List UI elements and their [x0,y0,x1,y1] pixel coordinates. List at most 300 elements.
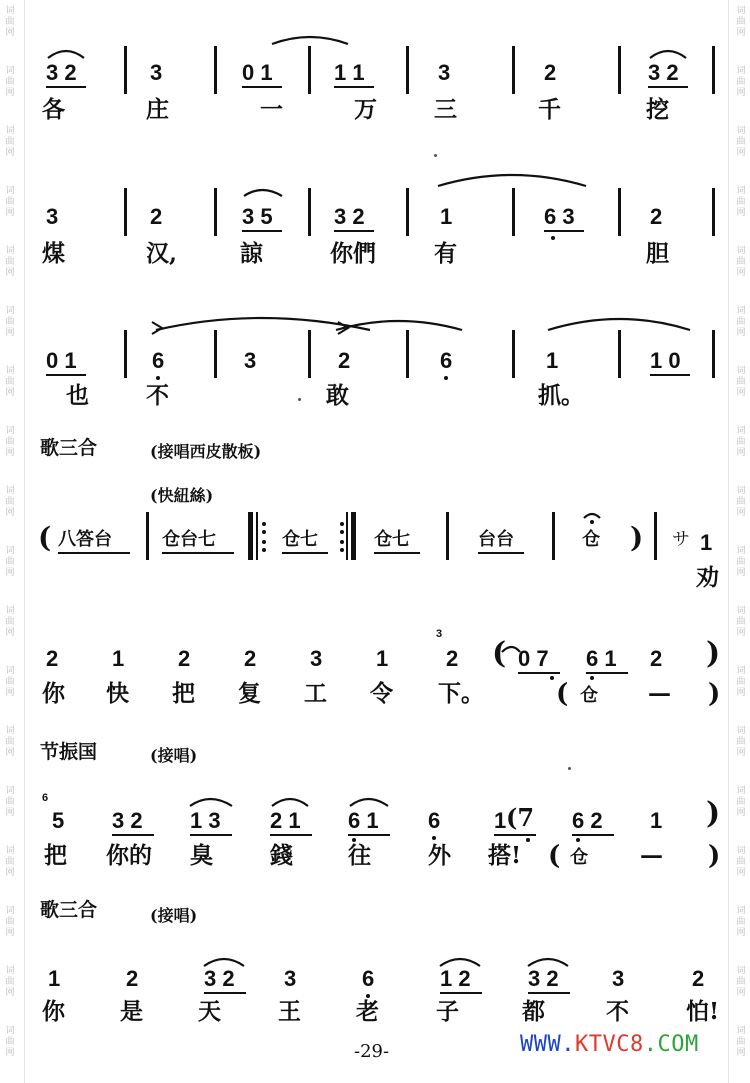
watermark-char: 曲 [5,617,15,627]
lyric: 子 [436,998,459,1025]
watermark-char: 曲 [736,197,746,207]
scan-speck [568,767,571,770]
watermark-char: 网 [5,808,15,818]
note: 6 1 [586,646,617,671]
lyric: 汉, [146,240,178,267]
watermark-char: 网 [736,508,746,518]
lyric: 老 [356,998,379,1025]
watermark-char: 词 [5,366,15,376]
scan-speck [298,398,301,401]
percussion-syllable: 仓台七 [162,529,216,550]
underline [650,374,690,376]
barline [308,188,311,236]
fermata-arc [584,514,600,518]
watermark-char: 词 [736,966,746,976]
underline [270,834,312,836]
site-watermark [520,1033,699,1057]
watermark-char: 词 [736,1026,746,1036]
note: 3 2 [204,966,235,991]
site-watermark-part: KTVC8 [574,1032,644,1057]
percussion-syllable: 仓 [582,529,600,550]
note: 1 [494,808,507,833]
watermark-char: 词 [5,906,15,916]
watermark-char: 词 [736,306,746,316]
note: 3 5 [242,204,273,229]
watermark-char: 曲 [736,377,746,387]
note: 3 2 [528,966,559,991]
watermark-char: 曲 [5,77,15,87]
watermark-char: 曲 [736,977,746,987]
barline [406,46,409,94]
lyric: 庄 [146,96,169,123]
watermark-char: 网 [5,328,15,338]
note: 1 [48,966,61,991]
note: 6 1 [348,808,379,833]
repeat-barline [248,512,253,560]
barline [512,188,515,236]
barline [618,46,621,94]
slur [156,318,370,330]
underline [204,992,246,994]
barline [406,188,409,236]
stage-direction: (接唱) [150,746,198,765]
low-octave-dot [551,236,555,240]
watermark-char: 曲 [5,977,15,987]
slur [528,959,568,966]
watermark-char: 曲 [736,737,746,747]
watermark-char: 词 [5,1026,15,1036]
note: 3 [244,348,257,373]
note: 1 [700,530,713,555]
note: 0 7 [518,646,549,671]
underline [334,230,374,232]
underline [478,552,524,554]
lyric: 搭! [488,842,522,869]
lyric: 煤 [42,240,65,267]
slur [244,190,282,196]
percussion-syllable: 仓 [580,685,598,706]
barline [552,512,555,560]
watermark-char: 网 [5,928,15,938]
watermark-char: 曲 [5,797,15,807]
note: 5 [52,808,65,833]
watermark-char: 曲 [736,317,746,327]
watermark-char: 词 [736,486,746,496]
repeat-dot [262,530,266,534]
watermark-char: 曲 [5,257,15,267]
note: 0 1 [46,348,77,373]
note: 6 [428,808,441,833]
watermark-char: 词 [5,726,15,736]
repeat-dot [262,548,266,552]
watermark-char: 词 [5,546,15,556]
watermark-char: 网 [5,268,15,278]
repeat-barline-thin [346,512,348,560]
note: 3 2 [112,808,143,833]
note: 2 [178,646,191,671]
repeat-dot [340,540,344,544]
watermark-char: 网 [5,748,15,758]
watermark-char: 曲 [736,497,746,507]
lyric: 也 [66,382,89,409]
watermark-char: 网 [736,1048,746,1058]
close-paren: ) [706,636,721,671]
slur [350,799,388,806]
repeat-dot [262,522,266,526]
close-paren: ) [708,679,721,709]
watermark-char: 网 [736,448,746,458]
watermark-char: 曲 [5,137,15,147]
watermark-char: 曲 [5,17,15,27]
underline [440,992,482,994]
stage-direction: (接唱) [150,906,198,925]
watermark-char: 词 [5,846,15,856]
watermark-char: 词 [736,846,746,856]
repeat-barline [351,512,356,560]
note: 2 [244,646,257,671]
lyric: 有 [434,240,457,267]
lyric: 你 [42,680,65,707]
lyric: 王 [278,998,301,1025]
watermark-char: 网 [5,88,15,98]
low-octave-dot [590,676,594,680]
underline [572,834,614,836]
barline [712,188,715,236]
watermark-char: 网 [736,688,746,698]
slur [272,37,348,44]
watermark-char: 词 [736,66,746,76]
barline [654,512,657,560]
percussion-syllable: 台台 [478,529,514,550]
barline [618,330,621,378]
watermark-char: 网 [5,28,15,38]
watermark-char: 曲 [5,377,15,387]
open-paren: ( [556,679,569,709]
slur [190,799,232,806]
watermark-char: 曲 [5,677,15,687]
watermark-char: 网 [5,508,15,518]
lyric: 錢 [270,842,293,869]
watermark-char: 网 [5,688,15,698]
barline [446,512,449,560]
watermark-char: 网 [736,628,746,638]
underline [586,672,628,674]
underline [528,992,570,994]
note: 6 3 [544,204,575,229]
lyric: 各 [42,96,65,123]
watermark-char: 曲 [736,77,746,87]
note: 3 [284,966,297,991]
watermark-char: 词 [5,6,15,16]
watermark-char: 网 [736,928,746,938]
underline [46,374,86,376]
lyric: 你們 [330,240,376,267]
slur [440,959,480,966]
watermark-char: 曲 [736,137,746,147]
watermark-char: 词 [736,246,746,256]
watermark-char: 曲 [5,557,15,567]
lyric: 把 [44,842,67,869]
watermark-char: 词 [5,246,15,256]
underline [518,672,560,674]
watermark-char: 网 [736,988,746,998]
watermark-char: 曲 [736,857,746,867]
open-paren: ( [492,636,507,671]
watermark-char: 网 [5,988,15,998]
barline [124,188,127,236]
watermark-char: 网 [736,388,746,398]
underline [112,834,154,836]
watermark-char: 网 [5,568,15,578]
watermark-char: 曲 [5,317,15,327]
watermark-char: 词 [736,546,746,556]
slur [336,321,462,330]
site-watermark-part: .COM [643,1032,699,1057]
barline [512,330,515,378]
watermark-char: 曲 [736,257,746,267]
barline [124,330,127,378]
note: 2 [446,646,459,671]
watermark-char: 词 [5,186,15,196]
note-paren-group: (7 [506,803,535,832]
lyric: 天 [198,998,221,1025]
watermark-char: 曲 [5,1037,15,1047]
note: 3 [150,60,163,85]
note: 6 [362,966,375,991]
watermark-char: 网 [736,268,746,278]
watermark-char: 词 [736,366,746,376]
underline [242,230,282,232]
scan-speck [434,154,437,157]
tempo-marking: (快紐絲) [150,486,214,505]
watermark-char: 曲 [736,917,746,927]
lyric: 令 [370,680,393,707]
lyric: 往 [348,842,371,869]
lyric: 是 [120,998,143,1025]
note: 1 [376,646,389,671]
note: 2 [692,966,705,991]
lyric: 你 [42,998,65,1025]
watermark-char: 词 [5,786,15,796]
repeat-dot [340,548,344,552]
watermark-char: 词 [736,786,746,796]
repeat-barline-thin [256,512,258,560]
watermark-char: 曲 [736,437,746,447]
note: 3 [46,204,59,229]
note: 1 0 [650,348,681,373]
watermark-char: 曲 [5,437,15,447]
watermark-char: 曲 [5,197,15,207]
watermark-char: 网 [736,208,746,218]
watermark-char: 词 [736,186,746,196]
grace-note: 6 [42,792,49,804]
watermark-char: 网 [736,328,746,338]
underline [242,86,282,88]
percussion-syllable: 仓七 [374,529,410,550]
low-octave-dot [550,676,554,680]
note: 0 1 [242,60,273,85]
watermark-char: 词 [5,426,15,436]
watermark-char: 词 [736,6,746,16]
lyric: 不 [146,382,169,409]
note: 2 [650,646,663,671]
watermark-char: 曲 [736,617,746,627]
watermark-char: 曲 [5,857,15,867]
barline [214,330,217,378]
lyric: 胆 [646,240,669,267]
watermark-char: 网 [736,808,746,818]
watermark-char: 词 [5,666,15,676]
watermark-char: 词 [736,426,746,436]
watermark-char: 网 [5,148,15,158]
barline [512,46,515,94]
watermark-char: 曲 [736,1037,746,1047]
percussion-syllable: 仓 [570,847,588,868]
lyric: 工 [304,680,327,707]
watermark-char: 曲 [736,557,746,567]
slur [272,799,308,806]
barline [308,330,311,378]
watermark-char: 词 [736,126,746,136]
barline [712,46,715,94]
site-watermark-part: WWW. [520,1032,575,1057]
watermark-char: 网 [5,628,15,638]
note: 1 2 [440,966,471,991]
grace-note: 3 [436,628,443,640]
note: 2 1 [270,808,301,833]
note: 6 2 [572,808,603,833]
watermark-char: 网 [736,28,746,38]
note: 3 2 [334,204,365,229]
close-paren: ) [706,796,721,831]
lyric: 不 [606,998,629,1025]
lyric: 都 [522,998,545,1025]
lyric: 复 [238,680,261,707]
note: 1 [440,204,453,229]
underline [190,834,232,836]
lyric: 臭 [190,842,213,869]
lyric: 万 [354,96,377,123]
note: 3 [438,60,451,85]
low-octave-dot [444,376,448,380]
watermark-char: 曲 [5,737,15,747]
page-number: -29- [354,1041,390,1062]
watermark-char: 词 [5,306,15,316]
note: 1 [112,646,125,671]
watermark-char: 曲 [736,677,746,687]
watermark-char: 词 [736,666,746,676]
repeat-dot [340,530,344,534]
watermark-char: 网 [736,148,746,158]
watermark-char: 词 [5,66,15,76]
watermark-char: 曲 [5,497,15,507]
lyric: 劝 [696,564,719,591]
note: 3 2 [46,60,77,85]
low-octave-dot [576,838,580,842]
lyric: 挖 [646,96,669,123]
barline [146,512,149,560]
lyric: 諒 [240,240,263,267]
lyric: 你的 [106,842,152,869]
barline [124,46,127,94]
percussion-syllable: 仓七 [282,529,318,550]
barline [406,330,409,378]
accent-mark [152,322,162,334]
note: 2 [650,204,663,229]
slur [204,959,244,966]
note: 1 [546,348,559,373]
underline [46,86,86,88]
watermark-char: 曲 [5,917,15,927]
watermark-char: 网 [5,1048,15,1058]
watermark-char: 网 [736,88,746,98]
lyric: 抓。 [538,382,584,409]
watermark-char: 曲 [736,17,746,27]
repeat-dot [262,540,266,544]
slur [650,51,686,58]
note: 3 [612,966,625,991]
lyric: 三 [434,96,457,123]
barline [712,330,715,378]
low-octave-dot [526,838,530,842]
note: 1 3 [190,808,221,833]
watermark-char: 词 [736,906,746,916]
role-label: 歌三合 [40,899,98,921]
fermata-dot [590,520,594,524]
note: 2 [126,966,139,991]
barline [214,188,217,236]
watermark-char: 曲 [736,797,746,807]
slur [438,175,586,186]
lyric: 一 [260,96,283,123]
watermark-char: 网 [5,208,15,218]
watermark-char: 网 [5,868,15,878]
open-paren: ( [548,841,561,871]
lyric: 外 [428,842,451,869]
note: 6 [152,348,165,373]
barline [308,46,311,94]
watermark-char: 网 [736,568,746,578]
watermark-char: 网 [5,448,15,458]
barline [618,188,621,236]
close-paren: ) [630,521,644,554]
note: 1 1 [334,60,365,85]
low-octave-dot [432,836,436,840]
note: 3 2 [648,60,679,85]
role-label: 节振国 [40,741,98,763]
repeat-dot [340,522,344,526]
underline [334,86,374,88]
lyric: 怕! [686,998,720,1025]
note: 2 [338,348,351,373]
note: 6 [440,348,453,373]
free-tempo-sign: サ [672,529,690,550]
underline [648,86,688,88]
stage-direction: (接唱西皮散板) [150,442,262,461]
underline [374,552,420,554]
note: 1 [650,808,663,833]
watermark-char: 词 [736,726,746,736]
lyric: 下。 [438,680,484,707]
role-label: 歌三合 [40,437,98,459]
underline [162,552,234,554]
watermark-char: 网 [736,868,746,878]
lyric: 把 [172,680,195,707]
underline [282,552,328,554]
underline [58,552,130,554]
rest-dash: — [640,842,663,869]
watermark-char: 网 [5,388,15,398]
